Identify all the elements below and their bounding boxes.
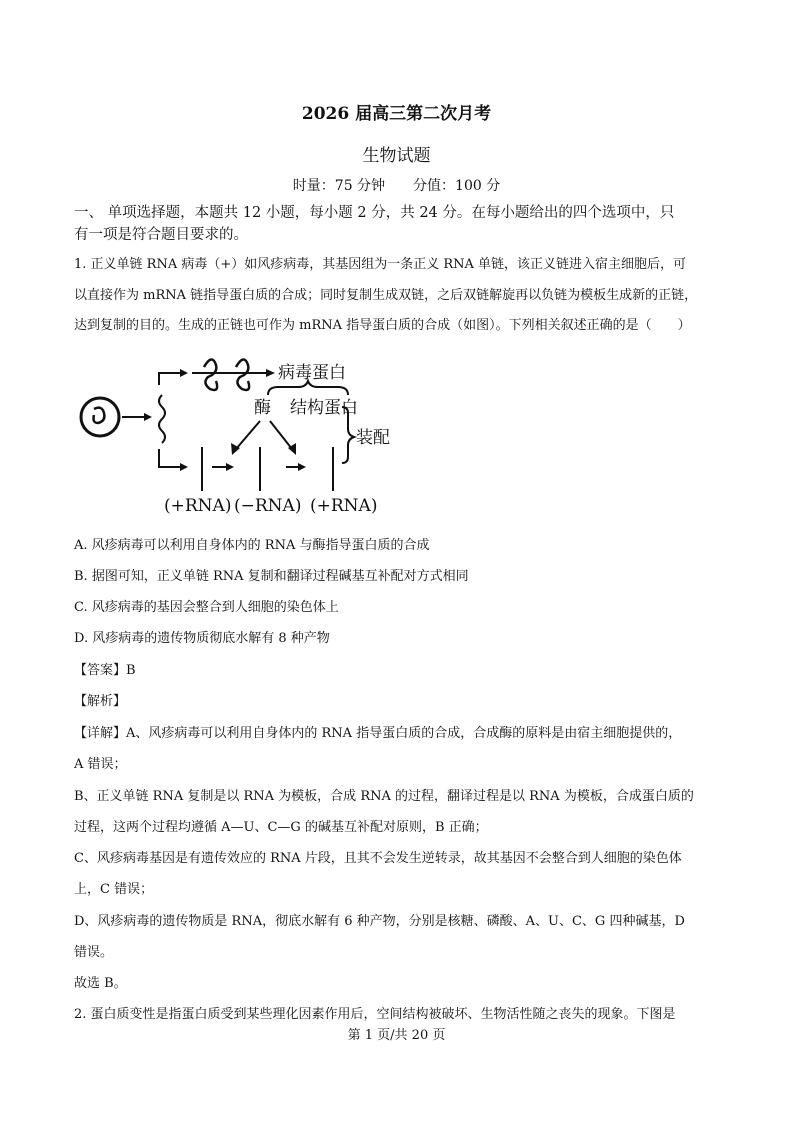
label-viral-protein: 病毒蛋白 xyxy=(278,363,346,383)
q1-detail-line: 过程，这两个过程均遵循 A—U、C—G 的碱基互补配对原则，B 正确； xyxy=(74,820,488,835)
q1-option-d: D. 风疹病毒的遗传物质彻底水解有 8 种产物 xyxy=(74,631,330,646)
q1-answer: 【答案】B xyxy=(74,663,136,678)
section-heading-line1: 一、 单项选择题，本题共 12 小题，每小题 2 分，共 24 分。在每小题给出的四个选项中，只 xyxy=(74,205,675,221)
exam-title: 2026 届高三第二次月考 xyxy=(301,104,492,124)
q1-detail-line: D、风疹病毒的遗传物质是 RNA，彻底水解有 6 种产物，分别是核糖、磷酸、A、U、C、G 四种碱基，D xyxy=(74,914,685,929)
q1-detail-line: C、风疹病毒基因是有遗传效应的 RNA 片段，且其不会发生逆转录，故其基因不会整合到人细胞的染色体 xyxy=(74,851,682,866)
q1-analysis-heading: 【解析】 xyxy=(74,694,127,709)
ribosome-icon xyxy=(192,359,268,390)
q1-detail-line: B、正义单链 RNA 复制是以 RNA 为模板，合成 RNA 的过程，翻译过程是以 RNA 为模板，合成蛋白质的 xyxy=(74,789,694,804)
q1-detail-line: 上，C 错误； xyxy=(74,882,154,897)
subject-title: 生物试题 xyxy=(362,146,431,166)
label-structural-protein: 结构蛋白 xyxy=(290,398,358,418)
section-heading-line2: 有一项是符合题目要求的。 xyxy=(74,227,248,243)
q1-stem-line1: 1. 正义单链 RNA 病毒（+）如风疹病毒，其基因组为一条正义 RNA 单链，该正义链进入宿主细胞后，可 xyxy=(74,257,687,272)
q1-option-c: C. 风疹病毒的基因会整合到人细胞的染色体上 xyxy=(74,600,339,615)
q2-stem-line1: 2. 蛋白质变性是指蛋白质受到某些理化因素作用后，空间结构被破坏、生物活性随之丧失的现象。下图是 xyxy=(74,1007,676,1022)
label-rna-positive-2: (+RNA) xyxy=(310,496,378,516)
q1-detail-line: 故选 B。 xyxy=(74,976,127,991)
q1-option-a: A. 风疹病毒可以利用自身体内的 RNA 与酶指导蛋白质的合成 xyxy=(74,538,430,553)
label-enzyme: 酶 xyxy=(254,398,271,418)
page-footer: 第 1 页/共 20 页 xyxy=(347,1028,446,1043)
brace-viral-protein xyxy=(268,381,348,395)
rna-strand-wavy xyxy=(159,395,165,443)
time-and-score: 时量：75 分钟 分值：100 分 xyxy=(292,178,501,194)
q1-stem-line3: 达到复制的目的。生成的正链也可作为 mRNA 指导蛋白质的合成（如图）。下列相关叙述正确的是（ ） xyxy=(74,318,691,333)
q1-detail-line: 错误。 xyxy=(74,945,114,960)
virus-icon xyxy=(81,398,119,436)
q1-stem-line2: 以直接作为 mRNA 链指导蛋白质的合成；同时复制生成双链，之后双链解旋再以负链为模板生成新的正链， xyxy=(74,288,698,303)
q1-option-b: B. 据图可知，正义单链 RNA 复制和翻译过程碱基互补配对方式相同 xyxy=(74,569,469,584)
label-assembly: 装配 xyxy=(356,428,390,448)
rna-replication-figure xyxy=(70,345,410,525)
q1-detail-line: 【详解】A、风疹病毒可以利用自身体内的 RNA 指导蛋白质的合成，合成酶的原料是由宿主细胞提供的， xyxy=(74,726,682,741)
label-rna-positive-1: (+RNA) xyxy=(164,496,232,516)
q1-detail-line: A 错误； xyxy=(74,757,127,772)
label-rna-negative: (−RNA) xyxy=(234,496,302,516)
